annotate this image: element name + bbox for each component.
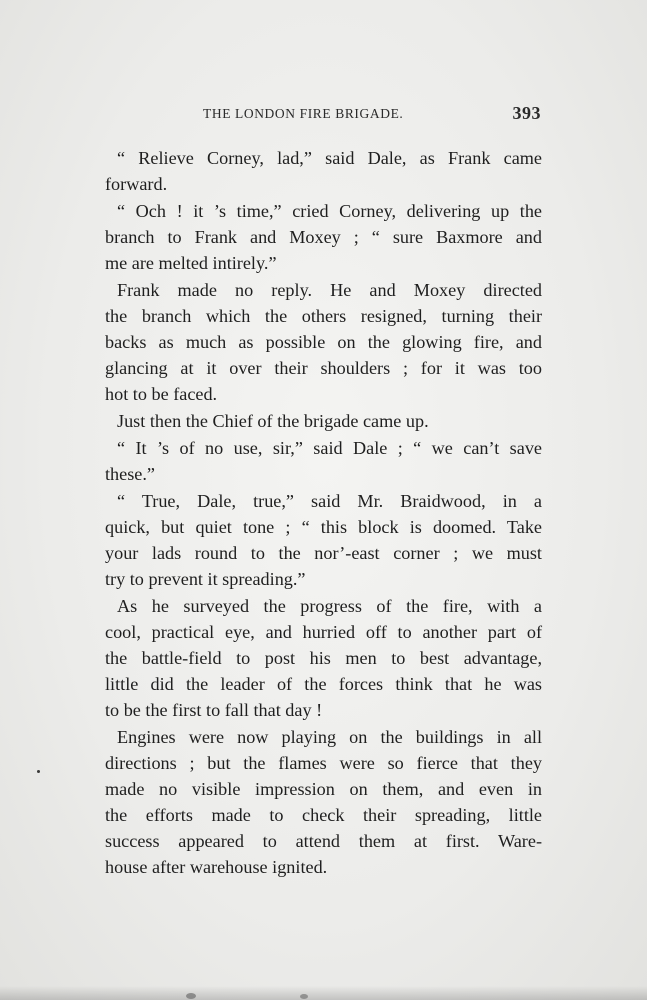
paragraph xyxy=(105,408,542,434)
page-number: 393 xyxy=(512,103,541,123)
body-text xyxy=(105,145,542,881)
text-line: Just then the Chief of the brigade came up. xyxy=(117,411,429,431)
paragraph xyxy=(105,198,542,276)
paragraph xyxy=(105,145,542,197)
text-line: backs as much as possible on the glowing fire, and xyxy=(105,332,542,352)
text-line: Frank made no reply. He and Moxey directed xyxy=(117,280,542,300)
text-line: cool, practical eye, and hurried off to another part of xyxy=(105,622,542,642)
paper-speck xyxy=(37,770,40,773)
text-line: “ It ’s of no use, sir,” said Dale ; “ we can’t save xyxy=(117,438,542,458)
text-line: success appeared to attend them at first. Ware- xyxy=(105,831,542,851)
paragraph xyxy=(105,488,542,592)
text-line: to be the first to fall that day ! xyxy=(105,700,323,720)
text-line: the branch which the others resigned, turning their xyxy=(105,306,542,326)
page-header xyxy=(203,103,541,126)
text-line: As he surveyed the progress of the fire, with a xyxy=(117,596,542,616)
paragraph xyxy=(105,435,542,487)
text-line: the efforts made to check their spreading, little xyxy=(105,805,542,825)
text-line: forward. xyxy=(105,174,168,194)
text-line: your lads round to the nor’-east corner ; we must xyxy=(105,543,542,563)
paragraph xyxy=(105,724,542,880)
text-line: try to prevent it spreading.” xyxy=(105,569,306,589)
text-line: me are melted intirely.” xyxy=(105,253,277,273)
text-line: “ Relieve Corney, lad,” said Dale, as Frank came xyxy=(117,148,542,168)
paragraph xyxy=(105,277,542,407)
text-line: hot to be faced. xyxy=(105,384,218,404)
text-line: “ Och ! it ’s time,” cried Corney, delivering up the xyxy=(117,201,542,221)
text-line: “ True, Dale, true,” said Mr. Braidwood, in a xyxy=(117,491,542,511)
running-title: THE LONDON FIRE BRIGADE. xyxy=(203,106,404,121)
text-line: these.” xyxy=(105,464,155,484)
paragraph xyxy=(105,593,542,723)
text-line: directions ; but the flames were so fierce that they xyxy=(105,753,542,773)
text-line: Engines were now playing on the buildings in all xyxy=(117,727,542,747)
text-line: little did the leader of the forces think that he was xyxy=(105,674,542,694)
text-line: the battle-field to post his men to best advantage, xyxy=(105,648,542,668)
page-edge-shadow xyxy=(0,986,647,1000)
text-line: branch to Frank and Moxey ; “ sure Baxmore and xyxy=(105,227,542,247)
text-line: quick, but quiet tone ; “ this block is doomed. Take xyxy=(105,517,542,537)
text-line: house after warehouse ignited. xyxy=(105,857,328,877)
text-line: made no visible impression on them, and even in xyxy=(105,779,542,799)
text-line: glancing at it over their shoulders ; for it was too xyxy=(105,358,542,378)
